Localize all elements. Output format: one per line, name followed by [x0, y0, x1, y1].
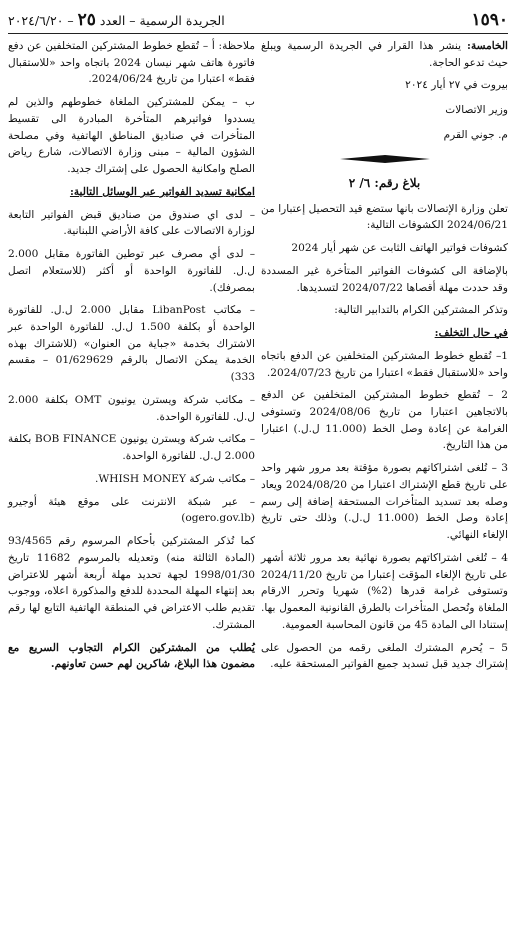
page-columns — [8, 38, 508, 928]
divider-ornament — [261, 154, 508, 164]
signature-block — [261, 77, 508, 143]
closing-request: يُطلب من المشتركين الكرام التجاوب السريع مع مضمون هذا البلاغ، شاكرين لهم حسن تعاونهم. — [8, 641, 255, 671]
signature-role: وزير الاتصالات — [445, 104, 508, 117]
measure-1: 1– تُقطع خطوط المشتركين المتخلفين عن الدفع باتجاه واحد «للاستقبال فقط» اعتبارا من تاريخ 2024/07/23. — [261, 349, 508, 379]
notice-item-2: بالإضافة الى كشوفات الفواتير المتأخرة غير المسددة وقد حددت مهلة أقصاها 2024/07/22 لتسديدها. — [261, 264, 508, 294]
payment-method-7: – عبر شبكة الانترنت على موقع هيئة أوجيرو (ogero.gov.lb) — [8, 495, 255, 525]
issue-number: ٢٥ — [77, 10, 96, 30]
payment-method-5: – مكاتب شركة ويسترن يونيون BOB FINANCE بكلفة 2.000 ل.ل. للفاتورة الواحدة. — [8, 433, 256, 463]
signature-place-date: بيروت في ٢٧ أيار ٢٠٢٤ — [405, 79, 508, 92]
signature-name: م. جوني القرم — [443, 128, 508, 141]
notice-item-1: كشوفات فواتير الهاتف الثابت عن شهر أيار 2024 — [291, 242, 508, 255]
note-b: ب – يمكن للمشتركين الملغاة خطوطهم والذين لم يسددوا فواتيرهم المتأخرة المبادرة الى تقسيط المتأخرات في صناديق المناطق الهاتفية وفي مصلحة الشؤون المالية – مبنى وزارة الاتصالات، شارع رياض الصلح وامكانية الحصول على إشتراك جديد. — [8, 96, 255, 176]
payment-method-6: – مكاتب شركة WHISH MONEY. — [94, 472, 255, 485]
payment-method-2: – لدى أي مصرف عبر توطين الفاتورة مقابل 2.000 ل.ل. للفاتورة الواحدة أو أكثر (للاستعلام اتصل بمصرفك). — [8, 248, 255, 294]
article-five-text: ينشر هذا القرار في الجريدة الرسمية ويبلغ حيث تدعو الحاجة. — [261, 40, 508, 69]
default-case-heading: في حال التخلف: — [434, 327, 508, 340]
right-column — [261, 38, 508, 928]
page-header — [8, 8, 508, 34]
measure-2: 2 – تُقطع خطوط المشتركين المتخلفين عن الدفع بالاتجاهين اعتبارا من تاريخ 2024/08/06 وتستوفى الغرامة عن إعادة وصل الخط (11.000 ل.ل.) اعتبارا من هذا التاريخ. — [261, 389, 508, 452]
page-number: ١٥٩٠ — [471, 10, 508, 30]
payment-method-4: – مكاتب شركة ويسترن يونيون OMT بكلفة 2.000 ل.ل. للفاتورة الواحدة. — [8, 393, 255, 423]
reminder-line: وتذكر المشتركين الكرام بالتدابير التالية: — [334, 304, 508, 317]
article-five-label: الخامسة: — [467, 40, 508, 52]
gazette-name: الجريدة الرسمية – العدد — [99, 13, 225, 28]
payment-method-3: – مكاتب LibanPost مقابل 2.000 ل.ل. للفاتورة الواحدة أو بكلفة 1.500 ل.ل. للفاتورة الواحدة عبر الاشتراك بخدمة «جباية من العنوان» (للاشتراك بهذه الخدمة يمكن الاتصال بالرقم 01/629629 – مقسم 333) — [8, 304, 256, 384]
decree-reminder: كما تُذكر المشتركين بأحكام المرسوم رقم 93/4565 (المادة الثالثة منه) وتعديله بالمرسوم 11682 تاريخ 1998/01/30 لجهة تحديد مهلة أربعة أشهر للاعتراض بعد إنتهاء المهلة المحددة للدفع والمذكورة اعلاه، ووجوب تقديم طلب الاعتراض في المنطقة الهاتفية التابع لها رقم المشترك. — [8, 535, 255, 631]
notice-intro: تعلن وزارة الإتصالات بانها ستضع قيد التحصيل إعتبارا من 2024/06/21 الكشوفات التالية: — [261, 202, 508, 232]
article-five — [261, 38, 508, 71]
note-a: ملاحظة: أ – تُقطع خطوط المشتركين المتخلفين عن دفع فاتورة هاتف شهر نيسان 2024 باتجاه واحد «للاستقبال فقط» اعتبارا من تاريخ 2024/06/24. — [8, 40, 255, 86]
measure-4: 4 – تُلغى اشتراكاتهم بصورة نهائية بعد مرور ثلاثة أشهر على تاريخ الإلغاء المؤقت إعتبارا من تاريخ 2024/11/20 وتستوفى غرامة قدرها (2%) شهريا وتحرر الارقام الملغاة وتُحصل المتأخرات بالطرق القانونية المعمول بها. إستنادا الى المادة 45 من قانون المحاسبة العمومية. — [261, 551, 508, 631]
payment-methods-heading: امكانية تسديد الفواتير عبر الوسائل التالية: — [69, 185, 255, 198]
left-column — [8, 38, 255, 928]
measure-5: 5 – يُحرم المشترك الملغى رقمه من الحصول على إشتراك جديد قبل تسديد جميع الفواتير المستحقة عليه. — [261, 641, 508, 671]
payment-method-1: – لدى اي صندوق من صناديق قبض الفواتير التابعة لوزارة الاتصالات على كافة الأراضي اللبنانية. — [8, 208, 255, 238]
measure-3: 3 – تُلغى اشتراكاتهم بصورة مؤقتة بعد مرور شهر واحد على تاريخ قطع الإشتراك اعتبارا من 2024/08/20 ويعاد وصله بعد تسديد المتأخرات المستحقة إضافة إلى رسم إعادة وصل الخط (11.000 ل.ل.) وذلك حتى تاريخ الإلغاء النهائي. — [261, 462, 508, 542]
issue-date: – ٢٠٢٤/٦/٢٠ — [8, 13, 74, 28]
gazette-title — [8, 10, 225, 30]
notice-title: بلاغ رقم: ٦/ ٢ — [348, 175, 421, 190]
